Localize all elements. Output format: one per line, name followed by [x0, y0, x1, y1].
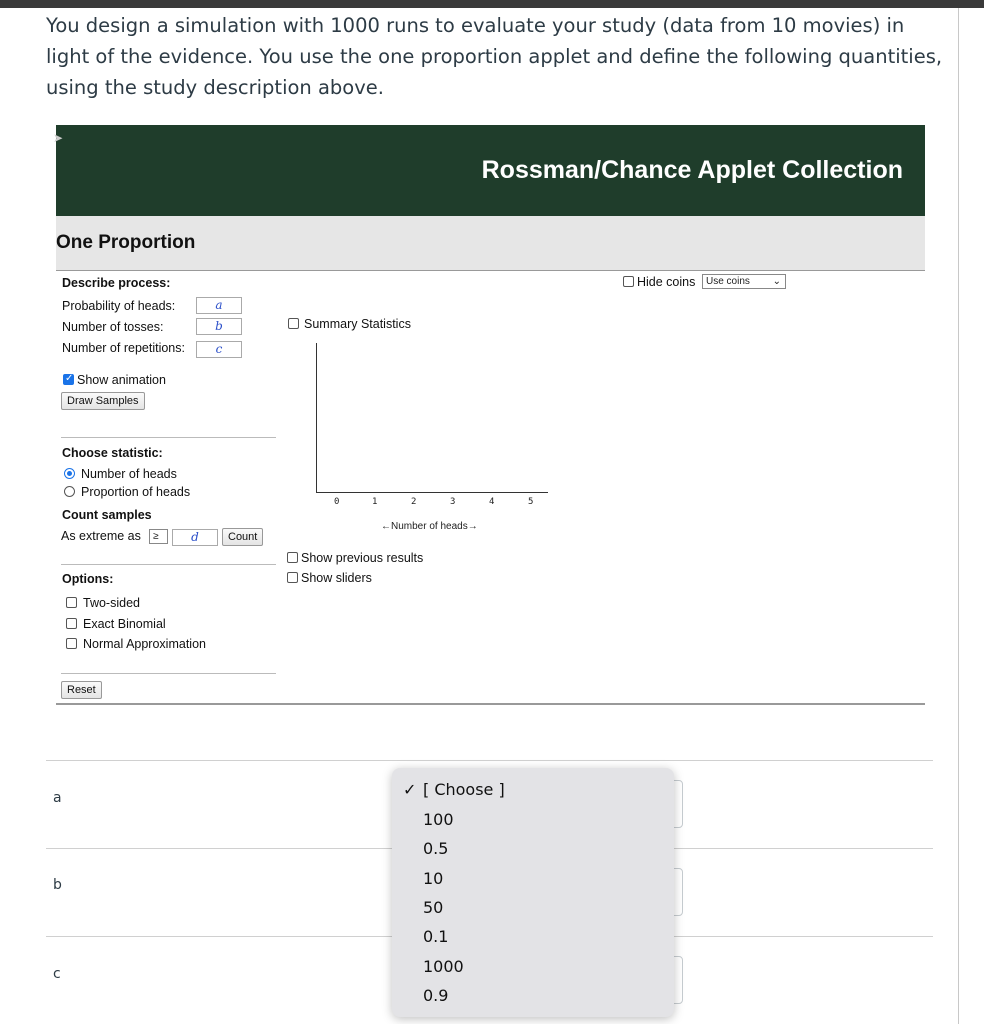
x-tick-label: 5 — [528, 497, 534, 507]
describe-process-heading: Describe process: — [62, 276, 171, 290]
dropdown-option[interactable]: 1000 — [423, 957, 464, 976]
reset-button[interactable]: Reset — [61, 681, 102, 699]
dropdown-option[interactable]: 10 — [423, 869, 444, 888]
applet-bottom-rule — [56, 703, 925, 705]
x-axis-label: ←Number of heads→ — [381, 521, 478, 532]
probability-label: Probability of heads: — [62, 299, 176, 313]
show-animation-label: Show animation — [77, 373, 166, 387]
normal-approximation-label: Normal Approximation — [83, 637, 206, 651]
show-previous-results-label: Show previous results — [301, 551, 424, 565]
coins-select[interactable] — [702, 274, 786, 289]
x-tick-label: 3 — [450, 497, 456, 507]
proportion-of-heads-label: Proportion of heads — [81, 485, 191, 499]
two-sided-checkbox[interactable] — [66, 597, 77, 608]
mouse-cursor-icon: ➤ — [53, 131, 64, 145]
selected-check-icon: ✓ — [403, 780, 417, 799]
probability-input[interactable]: a — [196, 297, 242, 314]
show-animation-checkbox[interactable] — [63, 374, 74, 385]
show-sliders-label: Show sliders — [301, 571, 372, 585]
proportion-of-heads-radio[interactable] — [64, 486, 75, 497]
summary-statistics-checkbox[interactable] — [288, 318, 299, 329]
tosses-input[interactable]: b — [196, 318, 242, 335]
dropdown-option[interactable]: [ Choose ] — [423, 780, 505, 799]
number-of-heads-radio[interactable] — [64, 468, 75, 479]
question-intro-text: You design a simulation with 1000 runs to evaluate your study (data from 10 movies) in light of the evidence. You use the one proportion applet and define the following quantities, using the study description above. — [46, 14, 943, 99]
hide-coins-checkbox[interactable] — [623, 276, 634, 287]
summary-statistics-label: Summary Statistics — [304, 317, 411, 331]
normal-approximation-checkbox[interactable] — [66, 638, 77, 649]
dropdown-option[interactable]: 0.1 — [423, 927, 449, 946]
graph-y-axis — [316, 343, 317, 493]
divider — [61, 437, 276, 438]
x-tick-label: 4 — [489, 497, 495, 507]
applet-subtitle: One Proportion — [56, 232, 196, 253]
exact-binomial-checkbox[interactable] — [66, 618, 77, 629]
chevron-down-icon: ⌄ — [772, 276, 781, 287]
count-samples-heading: Count samples — [62, 508, 152, 522]
question-label-b: b — [53, 877, 62, 893]
question-label-a: a — [53, 790, 62, 806]
comparator-select[interactable]: ≥ — [149, 529, 168, 544]
dropdown-option[interactable]: 50 — [423, 898, 444, 917]
dropdown-option[interactable]: 100 — [423, 810, 454, 829]
dropdown-option[interactable]: 0.5 — [423, 839, 449, 858]
answer-dropdown-menu — [392, 768, 674, 1017]
draw-samples-button[interactable]: Draw Samples — [61, 392, 145, 410]
question-label-c: c — [53, 966, 61, 982]
number-of-heads-label: Number of heads — [81, 467, 177, 481]
show-previous-results-checkbox[interactable] — [287, 552, 298, 563]
repetitions-label: Number of repetitions: — [62, 341, 185, 355]
show-sliders-checkbox[interactable] — [287, 572, 298, 583]
hide-coins-label: Hide coins — [637, 275, 696, 289]
x-tick-label: 2 — [411, 497, 417, 507]
as-extreme-label: As extreme as — [61, 529, 141, 543]
content-right-border — [958, 8, 959, 1024]
tosses-label: Number of tosses: — [62, 320, 164, 334]
exact-binomial-label: Exact Binomial — [83, 617, 166, 631]
x-tick-label: 1 — [372, 497, 378, 507]
options-heading: Options: — [62, 572, 114, 586]
extreme-value-input[interactable]: d — [172, 529, 218, 546]
divider — [61, 673, 276, 674]
dropdown-option[interactable]: 0.9 — [423, 986, 449, 1005]
row-divider — [46, 760, 933, 761]
applet-banner — [53, 125, 925, 216]
banner-title: Rossman/Chance Applet Collection — [481, 156, 903, 184]
applet-subtitle-bar — [56, 216, 925, 271]
coins-select-value: Use coins — [706, 276, 750, 287]
x-tick-label: 0 — [334, 497, 340, 507]
repetitions-input[interactable]: c — [196, 341, 242, 358]
divider — [61, 564, 276, 565]
one-proportion-applet — [53, 125, 925, 705]
two-sided-label: Two-sided — [83, 596, 140, 610]
count-button[interactable]: Count — [222, 528, 263, 546]
choose-statistic-heading: Choose statistic: — [62, 446, 163, 460]
window-top-bar — [0, 0, 984, 8]
graph-x-axis — [316, 492, 548, 493]
